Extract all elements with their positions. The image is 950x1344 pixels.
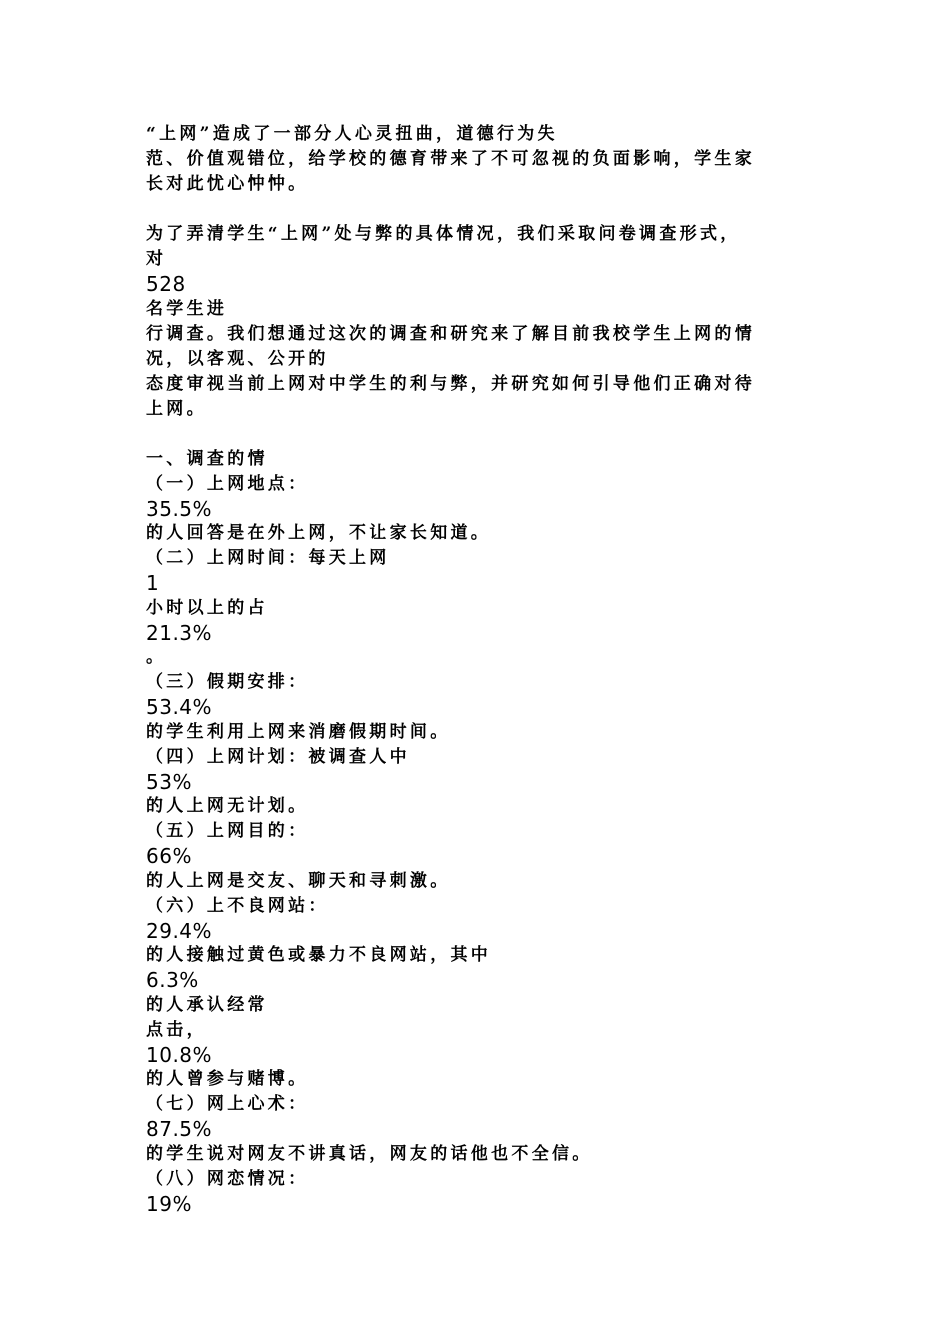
- purpose-line-7: 上网。: [146, 398, 207, 419]
- time-percent: 21.3%: [146, 620, 213, 645]
- purpose-line-3: 名学生进: [146, 298, 228, 319]
- bad-sites-often-percent: 6.3%: [146, 968, 199, 992]
- purpose-line-6: 态度审视当前上网对中学生的利与弊，并研究如何引导他们正确对待: [146, 373, 755, 394]
- time-label: （二）上网时间：每天上网: [146, 548, 390, 568]
- time-hours: 1: [146, 571, 160, 595]
- love-label: （八）网恋情况：: [146, 1168, 309, 1189]
- intro-line-2: 范、价值观错位，给学校的德育带来了不可忽视的负面影响，学生家: [146, 149, 755, 169]
- intro-line-3: 长对此忧心忡忡。: [146, 174, 309, 194]
- bad-sites-text: 的人接触过黄色或暴力不良网站，其中: [146, 945, 492, 965]
- love-percent: 19%: [146, 1191, 192, 1216]
- intro-line-1: “上网”造成了一部分人心灵扭曲，道德行为失: [146, 124, 558, 144]
- gamble-text: 的人曾参与赌博。: [146, 1069, 309, 1089]
- holiday-text: 的学生利用上网来消磨假期时间。: [146, 721, 451, 742]
- paragraph-gap: [146, 422, 810, 447]
- goal-percent: 66%: [146, 844, 192, 868]
- section-heading: 一、调查的情: [146, 448, 268, 469]
- purpose-line-5: 况，以客观、公开的: [146, 348, 329, 369]
- purpose-line-1: 为了弄清学生“上网”处与弊的具体情况，我们采取问卷调查形式，: [146, 224, 741, 244]
- paragraph-gap: [146, 197, 810, 222]
- holiday-percent: 53.4%: [146, 695, 213, 719]
- gamble-percent: 10.8%: [146, 1042, 213, 1067]
- bad-sites-click: 点击，: [146, 1019, 207, 1040]
- location-label: （一）上网地点：: [146, 473, 309, 494]
- bad-sites-percent: 29.4%: [146, 918, 213, 943]
- time-end: 。: [146, 647, 167, 667]
- time-text: 小时以上的占: [146, 597, 268, 618]
- goal-label: （五）上网目的：: [146, 821, 309, 841]
- mind-text: 的学生说对网友不讲真话，网友的话他也不全信。: [146, 1143, 593, 1164]
- goal-text: 的人上网是交友、聊天和寻刺激。: [146, 870, 451, 891]
- plan-label: （四）上网计划：被调查人中: [146, 746, 410, 767]
- purpose-line-2: 对: [146, 249, 167, 269]
- bad-sites-often-text: 的人承认经常: [146, 994, 268, 1015]
- location-percent: 35.5%: [146, 496, 213, 521]
- holiday-label: （三）假期安排：: [146, 672, 309, 692]
- document-page: [146, 122, 810, 1216]
- plan-text: 的人上网无计划。: [146, 796, 309, 816]
- student-count: 528: [146, 272, 186, 296]
- plan-percent: 53%: [146, 769, 192, 794]
- mind-percent: 87.5%: [146, 1117, 213, 1141]
- mind-label: （七）网上心术：: [146, 1094, 309, 1114]
- purpose-line-4: 行调查。我们想通过这次的调查和研究来了解目前我校学生上网的情: [146, 323, 755, 344]
- bad-sites-label: （六）上不良网站：: [146, 895, 329, 916]
- location-text: 的人回答是在外上网，不让家长知道。: [146, 523, 492, 543]
